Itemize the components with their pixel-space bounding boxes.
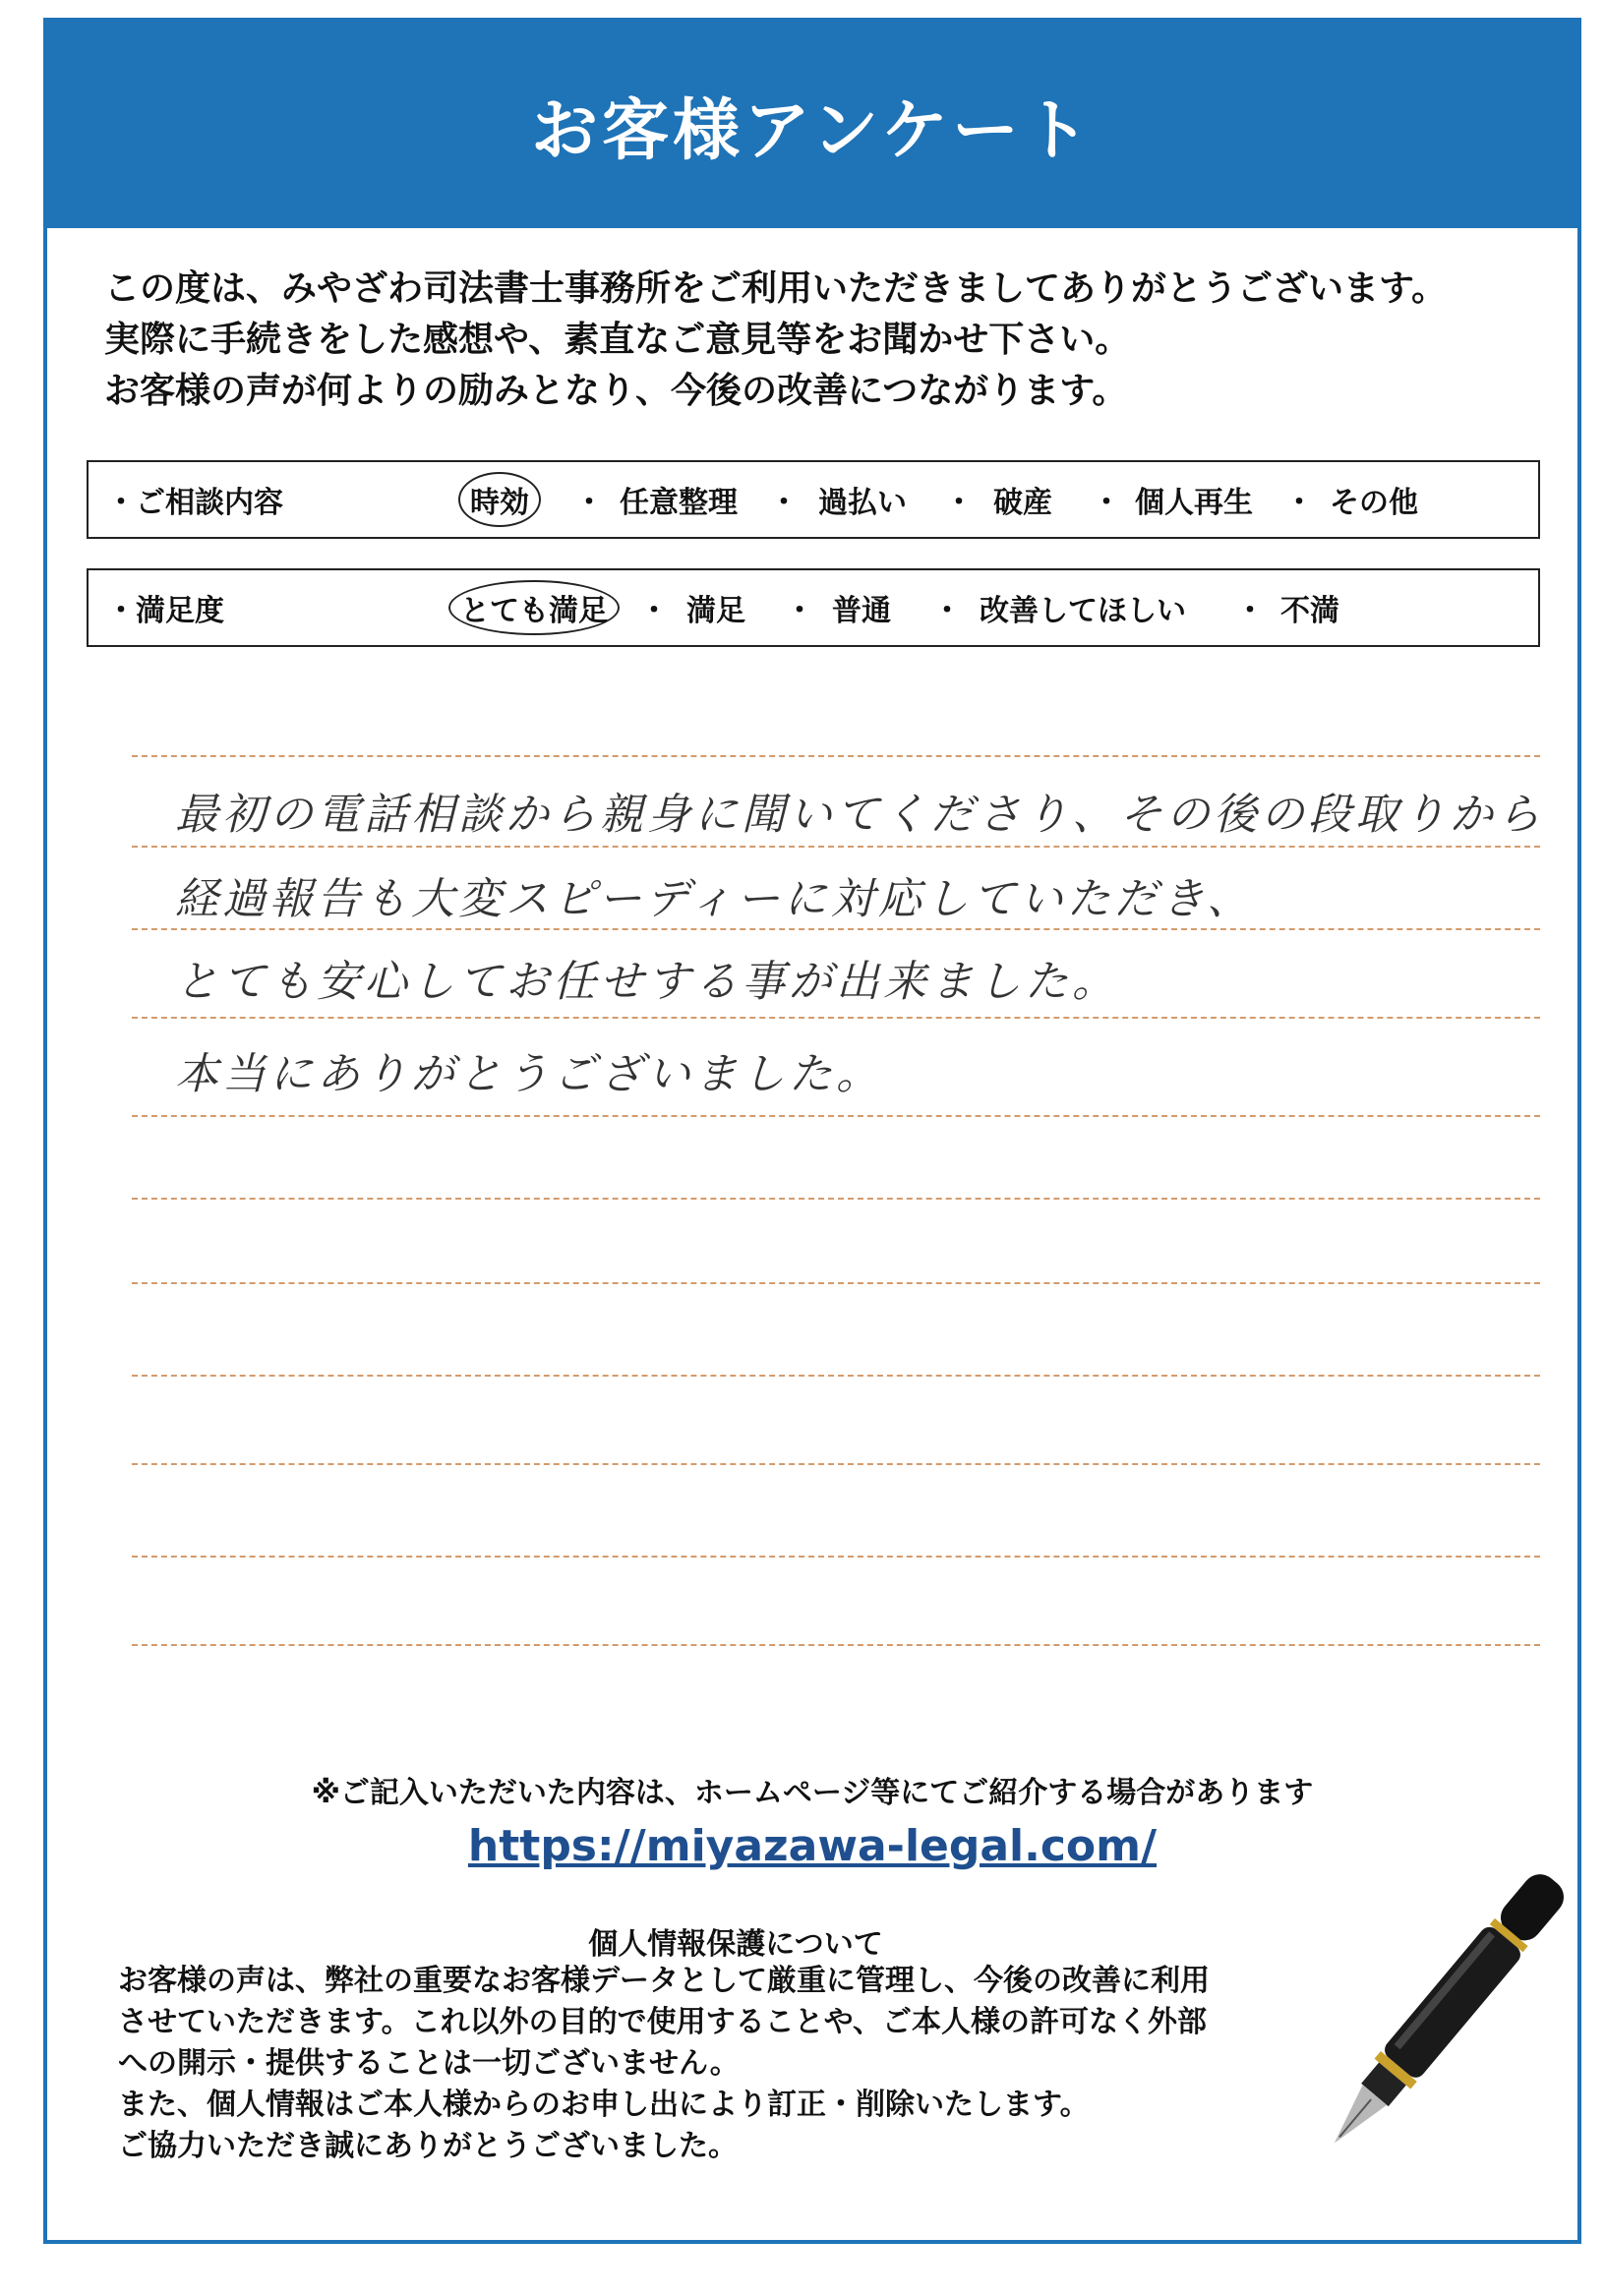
- privacy-line: ご協力いただき誠にありがとうございました。: [118, 2129, 738, 2163]
- ruled-line: [132, 1644, 1540, 1646]
- ruled-line: [132, 1017, 1540, 1019]
- satisfaction-option[interactable]: 不満: [1280, 594, 1339, 628]
- intro-line: お客様の声が何よりの励みとなり、今後の改善につながります。: [104, 371, 1128, 411]
- satisfaction-option[interactable]: 改善してほしい: [980, 594, 1186, 628]
- consultation-label: ・ご相談内容: [106, 486, 283, 520]
- privacy-line: また、個人情報はご本人様からのお申し出により訂正・削除いたします。: [118, 2088, 1090, 2122]
- privacy-line: お客様の声は、弊社の重要なお客様データとして厳重に管理し、今後の改善に利用: [118, 1964, 1210, 1998]
- separator-dot: ・: [1284, 486, 1314, 520]
- consultation-option[interactable]: その他: [1330, 486, 1418, 520]
- separator-dot: ・: [769, 486, 799, 520]
- fountain-pen-icon: [1296, 1851, 1591, 2175]
- satisfaction-option[interactable]: 満足: [686, 594, 745, 628]
- privacy-line: させていただきます。これ以外の目的で使用することや、ご本人様の許可なく外部: [118, 2005, 1207, 2039]
- satisfaction-option-selected[interactable]: とても満足: [448, 580, 620, 635]
- privacy-text: [118, 1961, 1377, 2167]
- consultation-option-selected[interactable]: 時効: [458, 472, 541, 527]
- separator-dot: ・: [574, 486, 604, 520]
- intro-text: [104, 267, 1540, 421]
- separator-dot: ・: [932, 594, 962, 628]
- page-title: お客様アンケート: [531, 91, 1094, 170]
- handwritten-comment-line: 本当にありがとうございました。: [175, 1049, 883, 1099]
- website-link[interactable]: https://miyazawa-legal.com/: [467, 1821, 1158, 1871]
- intro-line: 実際に手続きをした感想や、素直なご意見等をお聞かせ下さい。: [104, 320, 1131, 360]
- publication-notice: ※ご記入いただいた内容は、ホームページ等にてご紹介する場合があります: [311, 1776, 1314, 1810]
- handwritten-comment-line: 最初の電話相談から親身に聞いてくださり、その後の段取りから: [175, 790, 1544, 840]
- separator-dot: ・: [944, 486, 974, 520]
- separator-dot: ・: [1092, 486, 1121, 520]
- consultation-option[interactable]: 破産: [993, 486, 1052, 520]
- ruled-line: [132, 1198, 1540, 1200]
- satisfaction-row: [87, 568, 1540, 647]
- separator-dot: ・: [785, 594, 814, 628]
- survey-form: [43, 18, 1581, 2244]
- ruled-line: [132, 1375, 1540, 1377]
- consultation-option[interactable]: 個人再生: [1135, 486, 1253, 520]
- header-banner: [47, 22, 1577, 228]
- separator-dot: ・: [1235, 594, 1265, 628]
- ruled-line: [132, 1556, 1540, 1558]
- ruled-line: [132, 928, 1540, 930]
- intro-line: この度は、みやざわ司法書士事務所をご利用いただきましてありがとうございます。: [104, 268, 1448, 309]
- ruled-line: [132, 1115, 1540, 1117]
- separator-dot: ・: [639, 594, 669, 628]
- ruled-line: [132, 846, 1540, 848]
- satisfaction-label: ・満足度: [106, 594, 224, 628]
- ruled-line: [132, 1463, 1540, 1465]
- privacy-title: 個人情報保護について: [588, 1927, 883, 1962]
- handwritten-comment-line: 経過報告も大変スピーディーに対応していただき、: [175, 874, 1254, 924]
- consultation-option[interactable]: 任意整理: [620, 486, 738, 520]
- handwritten-comment-line: とても安心してお任せする事が出来ました。: [175, 957, 1119, 1007]
- ruled-line: [132, 755, 1540, 757]
- ruled-line: [132, 1282, 1540, 1284]
- consultation-row: [87, 460, 1540, 539]
- satisfaction-option[interactable]: 普通: [832, 594, 891, 628]
- privacy-line: への開示・提供することは一切ございません。: [118, 2046, 740, 2081]
- consultation-option[interactable]: 過払い: [818, 486, 907, 520]
